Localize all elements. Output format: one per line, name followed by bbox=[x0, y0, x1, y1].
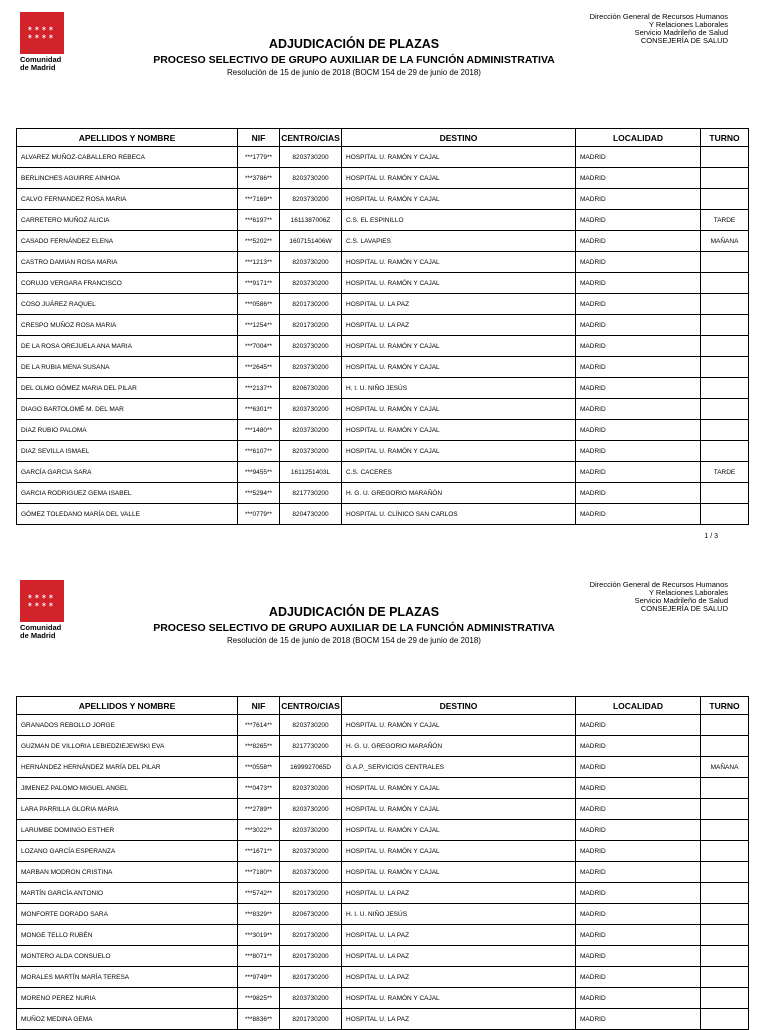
cell-localidad: MADRID bbox=[576, 946, 701, 967]
col-localidad: LOCALIDAD bbox=[576, 129, 701, 147]
table-row bbox=[17, 946, 749, 967]
cell-localidad: MADRID bbox=[576, 441, 701, 462]
col-destino: DESTINO bbox=[342, 129, 576, 147]
cell-localidad: MADRID bbox=[576, 189, 701, 210]
cell-nif: ***8329** bbox=[238, 904, 280, 925]
table-row bbox=[17, 504, 749, 525]
cell-localidad: MADRID bbox=[576, 504, 701, 525]
cell-nif: ***7180** bbox=[238, 862, 280, 883]
cell-localidad: MADRID bbox=[576, 1009, 701, 1030]
cell-turno: TARDE bbox=[701, 210, 749, 231]
table-row bbox=[17, 189, 749, 210]
cell-destino: HOSPITAL U. RAMÓN Y CAJAL bbox=[342, 189, 576, 210]
cell-localidad: MADRID bbox=[576, 273, 701, 294]
cell-nombre: LOZANO GARCÍA ESPERANZA bbox=[17, 841, 238, 862]
cell-nombre: MONGE TELLO RUBÉN bbox=[17, 925, 238, 946]
cell-destino: C.S. EL ESPINILLO bbox=[342, 210, 576, 231]
cell-turno bbox=[701, 189, 749, 210]
table-row bbox=[17, 799, 749, 820]
resolution-text: Resolución de 15 de junio de 2018 (BOCM 154 de 29 de junio de 2018) bbox=[227, 636, 481, 645]
cell-centro: 8203730200 bbox=[280, 273, 342, 294]
cell-nombre: COSO JUÁREZ RAQUEL bbox=[17, 294, 238, 315]
table-row bbox=[17, 294, 749, 315]
cell-localidad: MADRID bbox=[576, 231, 701, 252]
cell-nombre: MUÑOZ MEDINA GEMA bbox=[17, 1009, 238, 1030]
table-row bbox=[17, 336, 749, 357]
cell-localidad: MADRID bbox=[576, 483, 701, 504]
cell-nif: ***1671** bbox=[238, 841, 280, 862]
cell-localidad: MADRID bbox=[576, 799, 701, 820]
cell-destino: H. I. U. NIÑO JESÚS bbox=[342, 378, 576, 399]
cell-centro: 8201730200 bbox=[280, 883, 342, 904]
cell-localidad: MADRID bbox=[576, 462, 701, 483]
cell-nombre: LARUMBE DOMINGO ESTHER bbox=[17, 820, 238, 841]
cell-nif: ***0558** bbox=[238, 757, 280, 778]
table-row bbox=[17, 1009, 749, 1030]
cell-destino: C.S. CACERES bbox=[342, 462, 576, 483]
cell-turno bbox=[701, 967, 749, 988]
cell-nombre: MARBAN MODRON CRISTINA bbox=[17, 862, 238, 883]
cell-turno bbox=[701, 715, 749, 736]
cell-destino: HOSPITAL U. RAMÓN Y CAJAL bbox=[342, 420, 576, 441]
cell-centro: 8203730200 bbox=[280, 147, 342, 168]
cell-nombre: LARA PARRILLA GLORIA MARIA bbox=[17, 799, 238, 820]
cell-nombre: MARTÍN GARCÍA ANTONIO bbox=[17, 883, 238, 904]
cell-nombre: GÓMEZ TOLEDANO MARÍA DEL VALLE bbox=[17, 504, 238, 525]
cell-turno: MAÑANA bbox=[701, 757, 749, 778]
col-nif: NIF bbox=[238, 129, 280, 147]
cell-localidad: MADRID bbox=[576, 820, 701, 841]
cell-destino: HOSPITAL U. LA PAZ bbox=[342, 315, 576, 336]
cell-centro: 8204730200 bbox=[280, 504, 342, 525]
cell-destino: HOSPITAL U. RAMÓN Y CAJAL bbox=[342, 988, 576, 1009]
cell-centro: 8203730200 bbox=[280, 715, 342, 736]
cell-turno bbox=[701, 420, 749, 441]
cell-turno bbox=[701, 273, 749, 294]
table-row bbox=[17, 252, 749, 273]
cell-nif: ***5294** bbox=[238, 483, 280, 504]
cell-centro: 8203730200 bbox=[280, 336, 342, 357]
cell-turno bbox=[701, 168, 749, 189]
cell-nif: ***5202** bbox=[238, 231, 280, 252]
cell-nombre: CASADO FERNÁNDEZ ELENA bbox=[17, 231, 238, 252]
table-row bbox=[17, 210, 749, 231]
logo-stars-icon: ✶ ✶ ✶ ✶ ✶ ✶ ✶ ✶ bbox=[20, 580, 64, 622]
cell-turno bbox=[701, 483, 749, 504]
cell-destino: HOSPITAL U. RAMÓN Y CAJAL bbox=[342, 799, 576, 820]
table-header-row bbox=[17, 697, 749, 715]
cell-nif: ***3786** bbox=[238, 168, 280, 189]
cell-nombre: ALVAREZ MUÑOZ-CABALLERO REBECA bbox=[17, 147, 238, 168]
cell-nombre: CORUJO VERGARA FRANCISCO bbox=[17, 273, 238, 294]
cell-turno bbox=[701, 399, 749, 420]
table-row bbox=[17, 715, 749, 736]
cell-turno bbox=[701, 504, 749, 525]
cell-nombre: DEL OLMO GÓMEZ MARIA DEL PILAR bbox=[17, 378, 238, 399]
cell-destino: HOSPITAL U. RAMÓN Y CAJAL bbox=[342, 357, 576, 378]
cell-centro: 1607151406W bbox=[280, 231, 342, 252]
table-row bbox=[17, 315, 749, 336]
cell-centro: 1611251403L bbox=[280, 462, 342, 483]
table-row bbox=[17, 231, 749, 252]
page-subtitle: PROCESO SELECTIVO DE GRUPO AUXILIAR DE LA FUNCIÓN ADMINISTRATIVA bbox=[153, 622, 555, 634]
cell-localidad: MADRID bbox=[576, 168, 701, 189]
col-destino: DESTINO bbox=[342, 697, 576, 715]
cell-centro: 1699927065D bbox=[280, 757, 342, 778]
cell-centro: 8217730200 bbox=[280, 483, 342, 504]
cell-nif: ***5742** bbox=[238, 883, 280, 904]
cell-nombre: MORALES MARTÍN MARÍA TERESA bbox=[17, 967, 238, 988]
cell-nombre: HERNÁNDEZ HERNÁNDEZ MARÍA DEL PILAR bbox=[17, 757, 238, 778]
cell-turno bbox=[701, 315, 749, 336]
cell-nif: ***6107** bbox=[238, 441, 280, 462]
cell-nif: ***0586** bbox=[238, 294, 280, 315]
table-row bbox=[17, 147, 749, 168]
cell-turno bbox=[701, 904, 749, 925]
cell-localidad: MADRID bbox=[576, 715, 701, 736]
cell-localidad: MADRID bbox=[576, 967, 701, 988]
cell-nombre: MONFORTE DORADO SARA bbox=[17, 904, 238, 925]
cell-turno bbox=[701, 799, 749, 820]
cell-nombre: DIAZ SEVILLA ISMAEL bbox=[17, 441, 238, 462]
page-title: ADJUDICACIÓN DE PLAZAS bbox=[268, 605, 440, 619]
logo-text: Comunidad de Madrid bbox=[20, 623, 62, 640]
cell-nombre: GUZMAN DE VILLORIA LEBIEDZIEJEWSKI EVA bbox=[17, 736, 238, 757]
cell-nombre: GARCIA RODRIGUEZ GEMA ISABEL bbox=[17, 483, 238, 504]
cell-centro: 8217730200 bbox=[280, 736, 342, 757]
department-info: Dirección General de Recursos Humanos Y Relaciones Laborales Servicio Madrileño de Salud CONSEJERÍA DE SALUD bbox=[589, 580, 728, 613]
cell-nif: ***9749** bbox=[238, 967, 280, 988]
table-row bbox=[17, 757, 749, 778]
cell-nombre: MORENO PEREZ NURIA bbox=[17, 988, 238, 1009]
department-info: Dirección General de Recursos Humanos Y Relaciones Laborales Servicio Madrileño de Salud CONSEJERÍA DE SALUD bbox=[589, 12, 728, 45]
cell-localidad: MADRID bbox=[576, 294, 701, 315]
table-row bbox=[17, 441, 749, 462]
cell-destino: HOSPITAL U. RAMÓN Y CAJAL bbox=[342, 820, 576, 841]
cell-centro: 8206730200 bbox=[280, 378, 342, 399]
cell-destino: HOSPITAL U. CLÍNICO SAN CARLOS bbox=[342, 504, 576, 525]
col-localidad: LOCALIDAD bbox=[576, 697, 701, 715]
cell-localidad: MADRID bbox=[576, 336, 701, 357]
cell-destino: HOSPITAL U. RAMÓN Y CAJAL bbox=[342, 273, 576, 294]
cell-nombre: DE LA RUBIA MENA SUSANA bbox=[17, 357, 238, 378]
cell-nif: ***7169** bbox=[238, 189, 280, 210]
cell-nif: ***0779** bbox=[238, 504, 280, 525]
cell-destino: C.S. LAVAPIES bbox=[342, 231, 576, 252]
cell-turno bbox=[701, 862, 749, 883]
cell-destino: HOSPITAL U. RAMÓN Y CAJAL bbox=[342, 715, 576, 736]
cell-turno bbox=[701, 820, 749, 841]
cell-centro: 8203730200 bbox=[280, 799, 342, 820]
cell-localidad: MADRID bbox=[576, 883, 701, 904]
cell-turno bbox=[701, 946, 749, 967]
cell-centro: 8203730200 bbox=[280, 357, 342, 378]
cell-nif: ***7614** bbox=[238, 715, 280, 736]
cell-centro: 8203730200 bbox=[280, 988, 342, 1009]
cell-turno: TARDE bbox=[701, 462, 749, 483]
cell-centro: 8203730200 bbox=[280, 841, 342, 862]
cell-localidad: MADRID bbox=[576, 210, 701, 231]
cell-nif: ***9825** bbox=[238, 988, 280, 1009]
cell-localidad: MADRID bbox=[576, 841, 701, 862]
cell-nif: ***2137** bbox=[238, 378, 280, 399]
cell-destino: HOSPITAL U. RAMÓN Y CAJAL bbox=[342, 399, 576, 420]
table-row bbox=[17, 904, 749, 925]
cell-nif: ***1480** bbox=[238, 420, 280, 441]
col-turno: TURNO bbox=[701, 697, 749, 715]
cell-localidad: MADRID bbox=[576, 862, 701, 883]
cell-centro: 8201730200 bbox=[280, 967, 342, 988]
cell-nombre: CRESPO MUÑOZ ROSA MARIA bbox=[17, 315, 238, 336]
table-row bbox=[17, 420, 749, 441]
cell-turno: MAÑANA bbox=[701, 231, 749, 252]
cell-destino: HOSPITAL U. RAMÓN Y CAJAL bbox=[342, 168, 576, 189]
cell-destino: HOSPITAL U. RAMÓN Y CAJAL bbox=[342, 336, 576, 357]
cell-centro: 8203730200 bbox=[280, 168, 342, 189]
cell-nif: ***0473** bbox=[238, 778, 280, 799]
table-row bbox=[17, 357, 749, 378]
table-row bbox=[17, 378, 749, 399]
cell-destino: G.A.P._SERVICIOS CENTRALES bbox=[342, 757, 576, 778]
cell-destino: HOSPITAL U. LA PAZ bbox=[342, 294, 576, 315]
cell-centro: 8203730200 bbox=[280, 862, 342, 883]
cell-turno bbox=[701, 1009, 749, 1030]
resolution-text: Resolución de 15 de junio de 2018 (BOCM 154 de 29 de junio de 2018) bbox=[227, 68, 481, 77]
cell-nif: ***1213** bbox=[238, 252, 280, 273]
table-row bbox=[17, 988, 749, 1009]
cell-nif: ***8265** bbox=[238, 736, 280, 757]
cell-turno bbox=[701, 778, 749, 799]
cell-destino: HOSPITAL U. RAMÓN Y CAJAL bbox=[342, 252, 576, 273]
table-row bbox=[17, 736, 749, 757]
cell-localidad: MADRID bbox=[576, 904, 701, 925]
table-row bbox=[17, 399, 749, 420]
cell-turno bbox=[701, 357, 749, 378]
cell-nif: ***9171** bbox=[238, 273, 280, 294]
col-nif: NIF bbox=[238, 697, 280, 715]
table-row bbox=[17, 862, 749, 883]
cell-localidad: MADRID bbox=[576, 147, 701, 168]
cell-centro: 8203730200 bbox=[280, 820, 342, 841]
cell-nif: ***9455** bbox=[238, 462, 280, 483]
cell-turno bbox=[701, 294, 749, 315]
table-header-row bbox=[17, 129, 749, 147]
adjudication-table bbox=[16, 696, 749, 1030]
table-row bbox=[17, 168, 749, 189]
col-centro: CENTRO/CIAS bbox=[280, 697, 342, 715]
cell-centro: 8203730200 bbox=[280, 399, 342, 420]
cell-turno bbox=[701, 841, 749, 862]
logo-text: Comunidad de Madrid bbox=[20, 55, 62, 72]
cell-localidad: MADRID bbox=[576, 778, 701, 799]
cell-turno bbox=[701, 883, 749, 904]
cell-turno bbox=[701, 252, 749, 273]
cell-localidad: MADRID bbox=[576, 420, 701, 441]
table-row bbox=[17, 273, 749, 294]
col-apellidos: APELLIDOS Y NOMBRE bbox=[17, 697, 238, 715]
cell-nif: ***2645** bbox=[238, 357, 280, 378]
cell-localidad: MADRID bbox=[576, 736, 701, 757]
cell-localidad: MADRID bbox=[576, 988, 701, 1009]
table-row bbox=[17, 841, 749, 862]
cell-centro: 8203730200 bbox=[280, 441, 342, 462]
cell-destino: H. G. U. GREGORIO MARAÑÓN bbox=[342, 736, 576, 757]
page-title: ADJUDICACIÓN DE PLAZAS bbox=[268, 37, 440, 51]
cell-destino: HOSPITAL U. RAMÓN Y CAJAL bbox=[342, 147, 576, 168]
cell-centro: 8203730200 bbox=[280, 420, 342, 441]
cell-nif: ***6301** bbox=[238, 399, 280, 420]
cell-nombre: GARCÍA GARCIA SARA bbox=[17, 462, 238, 483]
page-2 bbox=[0, 568, 768, 1024]
logo-stars-icon: ✶ ✶ ✶ ✶ ✶ ✶ ✶ ✶ bbox=[20, 12, 64, 54]
cell-nif: ***7004** bbox=[238, 336, 280, 357]
cell-nombre: BERLINCHES AGUIRRE AINHOA bbox=[17, 168, 238, 189]
cell-destino: HOSPITAL U. LA PAZ bbox=[342, 946, 576, 967]
cell-nif: ***3019** bbox=[238, 925, 280, 946]
cell-nombre: MONTERO ALDA CONSUELO bbox=[17, 946, 238, 967]
cell-nombre: DIAGO BARTOLOMÉ M. DEL MAR bbox=[17, 399, 238, 420]
cell-nif: ***1254** bbox=[238, 315, 280, 336]
cell-destino: HOSPITAL U. LA PAZ bbox=[342, 925, 576, 946]
cell-localidad: MADRID bbox=[576, 925, 701, 946]
cell-turno bbox=[701, 336, 749, 357]
cell-turno bbox=[701, 441, 749, 462]
cell-centro: 8203730200 bbox=[280, 252, 342, 273]
col-centro: CENTRO/CIAS bbox=[280, 129, 342, 147]
cell-nombre: DIAZ RUBIO PALOMA bbox=[17, 420, 238, 441]
cell-nif: ***1779** bbox=[238, 147, 280, 168]
cell-centro: 1611387006Z bbox=[280, 210, 342, 231]
page-subtitle: PROCESO SELECTIVO DE GRUPO AUXILIAR DE LA FUNCIÓN ADMINISTRATIVA bbox=[153, 54, 555, 66]
cell-turno bbox=[701, 378, 749, 399]
cell-nombre: CASTRO DAMIAN ROSA MARIA bbox=[17, 252, 238, 273]
cell-turno bbox=[701, 736, 749, 757]
cell-localidad: MADRID bbox=[576, 757, 701, 778]
adjudication-table bbox=[16, 128, 749, 525]
col-turno: TURNO bbox=[701, 129, 749, 147]
col-apellidos: APELLIDOS Y NOMBRE bbox=[17, 129, 238, 147]
cell-nombre: CARRETERO MUÑOZ ALICIA bbox=[17, 210, 238, 231]
cell-turno bbox=[701, 925, 749, 946]
table-row bbox=[17, 483, 749, 504]
cell-localidad: MADRID bbox=[576, 399, 701, 420]
cell-nombre: GRANADOS REBOLLO JORGE bbox=[17, 715, 238, 736]
cell-centro: 8201730200 bbox=[280, 315, 342, 336]
cell-centro: 8201730200 bbox=[280, 925, 342, 946]
table-row bbox=[17, 462, 749, 483]
cell-nif: ***8071** bbox=[238, 946, 280, 967]
cell-localidad: MADRID bbox=[576, 315, 701, 336]
table-row bbox=[17, 925, 749, 946]
cell-nif: ***6197** bbox=[238, 210, 280, 231]
cell-destino: HOSPITAL U. RAMÓN Y CAJAL bbox=[342, 441, 576, 462]
cell-destino: HOSPITAL U. RAMÓN Y CAJAL bbox=[342, 862, 576, 883]
table-row bbox=[17, 820, 749, 841]
table-row bbox=[17, 967, 749, 988]
cell-destino: H. I. U. NIÑO JESÚS bbox=[342, 904, 576, 925]
cell-localidad: MADRID bbox=[576, 378, 701, 399]
cell-nif: ***2789** bbox=[238, 799, 280, 820]
table-row bbox=[17, 778, 749, 799]
cell-centro: 8201730200 bbox=[280, 294, 342, 315]
cell-centro: 8203730200 bbox=[280, 778, 342, 799]
cell-destino: HOSPITAL U. RAMÓN Y CAJAL bbox=[342, 841, 576, 862]
cell-localidad: MADRID bbox=[576, 357, 701, 378]
cell-turno bbox=[701, 988, 749, 1009]
cell-turno bbox=[701, 147, 749, 168]
cell-destino: HOSPITAL U. LA PAZ bbox=[342, 883, 576, 904]
table-row bbox=[17, 883, 749, 904]
cell-destino: HOSPITAL U. LA PAZ bbox=[342, 967, 576, 988]
cell-nombre: DE LA ROSA OREJUELA ANA MARIA bbox=[17, 336, 238, 357]
cell-nif: ***8836** bbox=[238, 1009, 280, 1030]
page-number: 1 / 3 bbox=[704, 533, 718, 540]
cell-destino: HOSPITAL U. LA PAZ bbox=[342, 1009, 576, 1030]
cell-centro: 8203730200 bbox=[280, 189, 342, 210]
cell-centro: 8201730200 bbox=[280, 946, 342, 967]
cell-centro: 8206730200 bbox=[280, 904, 342, 925]
cell-nif: ***3022** bbox=[238, 820, 280, 841]
cell-nombre: CALVO FERNANDEZ ROSA MARIA bbox=[17, 189, 238, 210]
cell-centro: 8201730200 bbox=[280, 1009, 342, 1030]
cell-destino: HOSPITAL U. RAMÓN Y CAJAL bbox=[342, 778, 576, 799]
cell-nombre: JIMENEZ PALOMO MIGUEL ANGEL bbox=[17, 778, 238, 799]
cell-localidad: MADRID bbox=[576, 252, 701, 273]
cell-destino: H. G. U. GREGORIO MARAÑÓN bbox=[342, 483, 576, 504]
